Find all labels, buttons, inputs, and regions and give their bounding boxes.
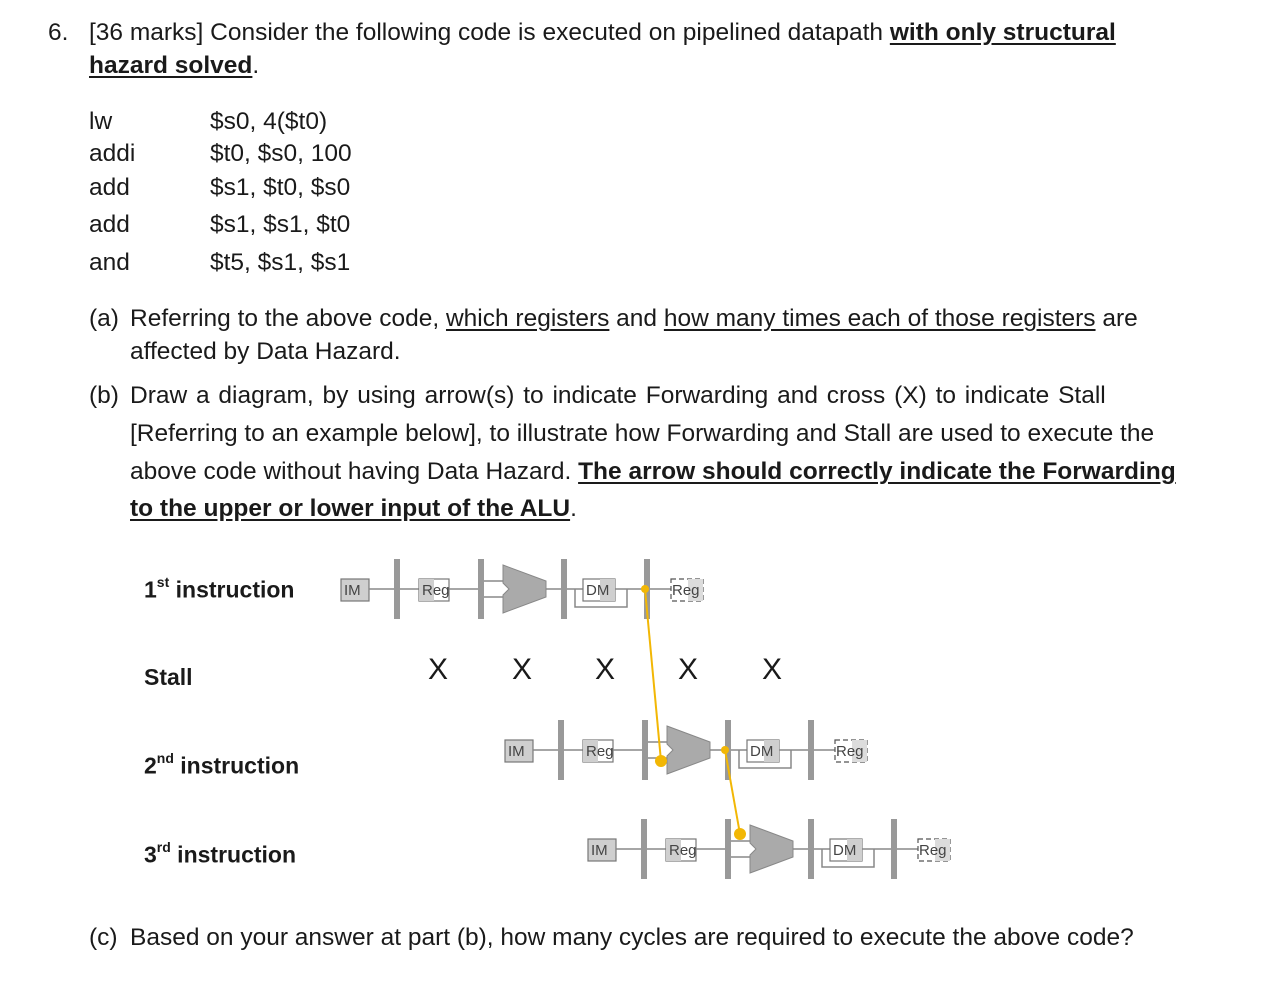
row-label-num: 3 <box>144 841 157 868</box>
code-op: add <box>89 211 130 238</box>
dm-label: DM <box>833 842 857 859</box>
code-op: lw <box>89 108 113 135</box>
code-args: $s1, $t0, $s0 <box>210 174 351 201</box>
code-args: $t5, $s1, $s1 <box>210 249 351 276</box>
question-text: [36 marks] Consider the following code is executed on pipelined datapath <box>89 19 890 46</box>
dm-label: DM <box>586 582 610 599</box>
reg-label: Reg <box>586 743 614 760</box>
part-b-emphasis-2: to the upper or lower input of the ALU <box>130 495 571 522</box>
part-c-label: (c) <box>89 924 118 951</box>
code-args: $t0, $s0, 100 <box>210 140 352 167</box>
im-label: IM <box>344 582 361 599</box>
reg-label: Reg <box>669 842 697 859</box>
stall-cross: X <box>762 653 783 686</box>
question-number: 6. <box>48 19 69 46</box>
part-b-emphasis: The arrow should correctly indicate the Forwarding <box>578 458 1176 485</box>
part-a-line-2: affected by Data Hazard. <box>130 338 401 365</box>
part-a-text: Referring to the above code, <box>130 305 446 332</box>
reg-write-label: Reg <box>672 582 700 599</box>
part-b-period: . <box>570 495 577 522</box>
row-label-text: instruction <box>173 752 300 779</box>
forwarding-dot <box>734 828 746 840</box>
reg-write-label: Reg <box>836 743 864 760</box>
forwarding-dot <box>655 755 667 767</box>
part-b-line-1: Draw a diagram, by using arrow(s) to indicate Forwarding and cross (X) to indicate Stall <box>130 382 1106 409</box>
question-emphasis-2: hazard solved <box>89 52 253 79</box>
stall-cross: X <box>512 653 533 686</box>
question-emphasis: with only structural <box>889 19 1116 46</box>
pipeline-instr-2 <box>505 720 867 780</box>
row-label-num: 1 <box>144 576 157 603</box>
stall-cross: X <box>595 653 616 686</box>
code-op: and <box>89 249 130 276</box>
part-a-underline-2: how many times each of those registers <box>663 305 1096 332</box>
row-label-num: 2 <box>144 752 157 779</box>
im-label: IM <box>591 842 608 859</box>
row-label-text: Stall <box>144 664 193 690</box>
part-b-text: above code without having Data Hazard. <box>130 458 579 485</box>
part-a-text: are <box>1095 305 1138 332</box>
row-label-sup: nd <box>156 750 174 766</box>
im-label: IM <box>508 743 525 760</box>
code-args: $s1, $s1, $t0 <box>210 211 351 238</box>
forwarding-dot <box>721 746 729 754</box>
row-label-text: instruction <box>169 576 295 603</box>
reg-write-label: Reg <box>919 842 947 859</box>
code-args: $s0, 4($t0) <box>210 108 328 135</box>
question-period: . <box>252 52 260 79</box>
dm-label: DM <box>750 743 774 760</box>
pipeline-instr-3 <box>588 819 950 879</box>
part-c-text: Based on your answer at part (b), how many cycles are required to execute the above code? <box>130 924 1134 951</box>
code-op: add <box>89 174 130 201</box>
row-label-sup: rd <box>156 839 171 855</box>
part-b-label: (b) <box>89 382 119 409</box>
row-label-sup: st <box>156 574 170 590</box>
part-a-underline-1: which registers <box>445 305 610 332</box>
stall-cross: X <box>678 653 699 686</box>
part-a-text: and <box>609 305 664 332</box>
forwarding-arrows <box>641 585 746 840</box>
forwarding-dot <box>641 585 649 593</box>
part-a-label: (a) <box>89 305 119 332</box>
row-label-text: instruction <box>170 841 297 868</box>
reg-label: Reg <box>422 582 450 599</box>
stall-cross: X <box>428 653 449 686</box>
part-b-line-2: [Referring to an example below], to illustrate how Forwarding and Stall are used to execute the <box>130 420 1155 447</box>
code-op: addi <box>89 140 136 167</box>
